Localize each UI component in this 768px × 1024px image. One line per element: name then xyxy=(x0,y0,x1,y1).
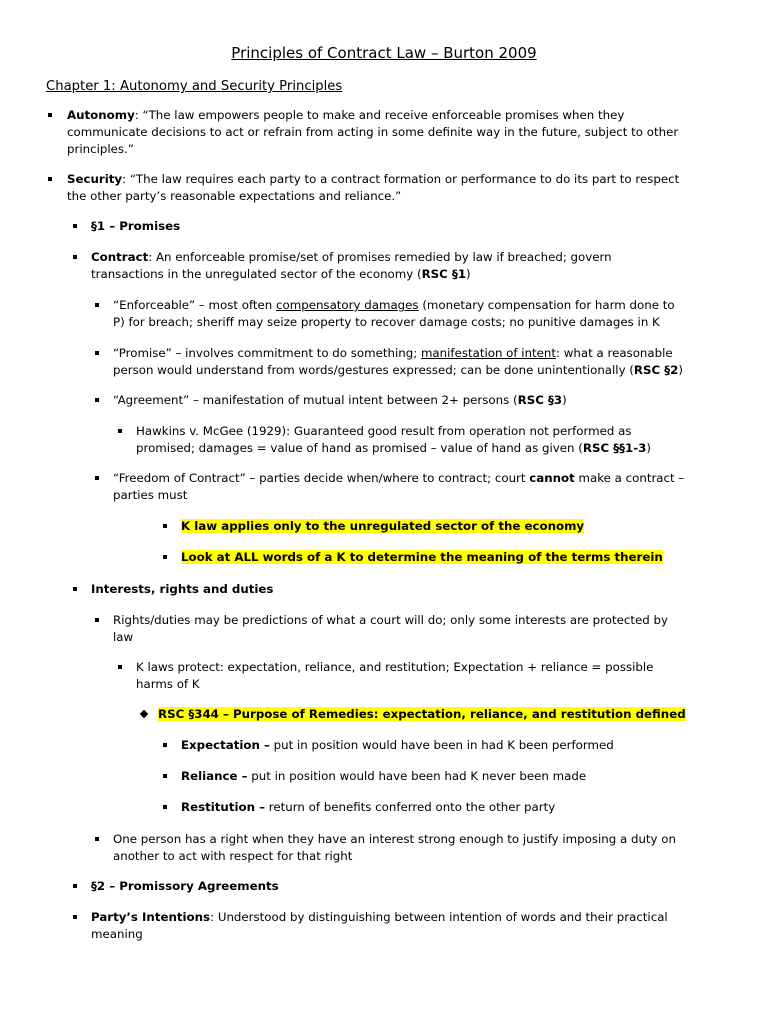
bullet-item-hawkins xyxy=(136,423,651,457)
item-text: P) for breach; sheriff may seize property to recover damage costs; no punitive damages in K xyxy=(113,315,660,329)
section-title: §2 – Promissory Agreements xyxy=(91,879,279,893)
item-text: ) xyxy=(646,441,651,455)
bullet-item-expectation xyxy=(181,737,614,754)
item-text: “Promise” – involves commitment to do something; xyxy=(113,346,421,360)
item-text: meaning xyxy=(91,927,143,941)
bullet-icon xyxy=(95,837,99,841)
bullet-item-restitution xyxy=(181,799,555,816)
term: Expectation – xyxy=(181,738,270,752)
section-title: Interests, rights and duties xyxy=(91,582,274,596)
bullet-icon xyxy=(95,351,99,355)
bullet-icon xyxy=(163,555,167,559)
bullet-item-security xyxy=(67,171,679,205)
bullet-item-autonomy xyxy=(67,107,678,158)
item-text: : Understood by distinguishing between intention of words and their practical xyxy=(210,910,668,924)
item-text: return of benefits conferred onto the other party xyxy=(265,800,556,814)
bullet-icon xyxy=(73,915,77,919)
section-heading-promissory-agreements xyxy=(91,878,279,895)
bullet-icon xyxy=(95,398,99,402)
bullet-icon xyxy=(95,618,99,622)
item-text: put in position would have been in had K been performed xyxy=(269,738,614,752)
bullet-icon xyxy=(163,805,167,809)
highlighted-text: Look at ALL words of a K to determine the meaning of the terms therein xyxy=(181,550,663,564)
highlighted-item-rsc-344 xyxy=(158,706,686,723)
bullet-item-partys-intentions xyxy=(91,909,668,943)
bullet-icon xyxy=(73,255,77,259)
term: Reliance – xyxy=(181,769,248,783)
bullet-icon xyxy=(118,429,122,433)
bullet-icon xyxy=(163,743,167,747)
item-text: the other party’s reasonable expectations and reliance.” xyxy=(67,189,402,203)
term: Contract xyxy=(91,250,149,264)
bullet-icon xyxy=(73,884,77,888)
bullet-item-agreement xyxy=(113,392,567,409)
bullet-item-k-laws-protect xyxy=(136,659,653,693)
item-text: (monetary compensation for harm done to xyxy=(418,298,675,312)
item-text: ) xyxy=(678,363,683,377)
term: Autonomy xyxy=(67,108,135,122)
diamond-bullet-icon xyxy=(140,710,148,718)
item-text: parties must xyxy=(113,488,188,502)
item-text: communicate decisions to act or refrain from acting in some definite way in the future, subject to other xyxy=(67,125,679,139)
item-text: put in position would have been had K never been made xyxy=(247,769,587,783)
item-text: ) xyxy=(466,267,471,281)
bullet-icon xyxy=(48,113,52,117)
item-text: Hawkins v. McGee (1929): Guaranteed good result from operation not performed as xyxy=(136,424,632,438)
item-text: promised; damages = value of hand as promised – value of hand as given ( xyxy=(136,441,583,455)
bullet-icon xyxy=(163,774,167,778)
item-text: : what a reasonable xyxy=(556,346,673,360)
bullet-icon xyxy=(163,524,167,528)
item-text: another to act with respect for that right xyxy=(113,849,353,863)
item-text: law xyxy=(113,630,134,644)
item-text: “Freedom of Contract” – parties decide when/where to contract; court xyxy=(113,471,530,485)
item-text: make a contract – xyxy=(574,471,685,485)
bullet-icon xyxy=(48,177,52,181)
highlighted-text: K law applies only to the unregulated sector of the economy xyxy=(181,519,585,533)
document-title: Principles of Contract Law – Burton 2009 xyxy=(231,44,537,62)
item-text: principles.” xyxy=(67,142,134,156)
citation: RSC §1 xyxy=(421,267,467,281)
item-text: harms of K xyxy=(136,677,200,691)
bullet-item-rights-duties xyxy=(113,612,668,646)
bullet-item-contract xyxy=(91,249,612,283)
term: Security xyxy=(67,172,123,186)
item-text: ) xyxy=(562,393,567,407)
bullet-icon xyxy=(95,476,99,480)
bullet-icon xyxy=(95,303,99,307)
highlighted-item-k-law xyxy=(181,518,584,535)
chapter-heading: Chapter 1: Autonomy and Security Principles xyxy=(46,79,343,94)
underlined-term: manifestation of intent xyxy=(420,346,557,360)
item-text: “Agreement” – manifestation of mutual intent between 2+ persons ( xyxy=(113,393,518,407)
bullet-item-enforceable xyxy=(113,297,675,331)
item-text: person would understand from words/gestures expressed; can be done unintentionally ( xyxy=(113,363,634,377)
item-text: : “The law requires each party to a contract formation or performance to do its part to respect xyxy=(122,172,680,186)
item-text: : An enforceable promise/set of promises remedied by law if breached; govern xyxy=(148,250,612,264)
highlighted-item-look-at-all xyxy=(181,549,663,566)
section-heading-interests xyxy=(91,581,273,598)
emphasis: cannot xyxy=(529,471,575,485)
underlined-term: compensatory damages xyxy=(276,298,419,312)
bullet-item-one-person xyxy=(113,831,676,865)
highlighted-text: RSC §344 – Purpose of Remedies: expectation, reliance, and restitution defined xyxy=(158,707,686,721)
item-text: transactions in the unregulated sector of the economy ( xyxy=(91,267,422,281)
bullet-item-promise xyxy=(113,345,683,379)
section-title: §1 – Promises xyxy=(91,219,181,233)
bullet-item-freedom-of-contract xyxy=(113,470,684,504)
term: Restitution – xyxy=(181,800,266,814)
term: Party’s Intentions xyxy=(91,910,211,924)
citation: RSC §2 xyxy=(633,363,679,377)
item-text: One person has a right when they have an interest strong enough to justify imposing a duty on xyxy=(113,832,676,846)
item-text: : “The law empowers people to make and receive enforceable promises when they xyxy=(134,108,625,122)
bullet-icon xyxy=(118,665,122,669)
citation: RSC §§1-3 xyxy=(582,441,647,455)
bullet-icon xyxy=(73,587,77,591)
item-text: Rights/duties may be predictions of what a court will do; only some interests are protected by xyxy=(113,613,668,627)
section-heading-promises xyxy=(91,218,180,235)
bullet-item-reliance xyxy=(181,768,586,785)
item-text: K laws protect: expectation, reliance, and restitution; Expectation + reliance = possible xyxy=(136,660,654,674)
citation: RSC §3 xyxy=(517,393,563,407)
bullet-icon xyxy=(73,224,77,228)
item-text: “Enforceable” – most often xyxy=(113,298,277,312)
